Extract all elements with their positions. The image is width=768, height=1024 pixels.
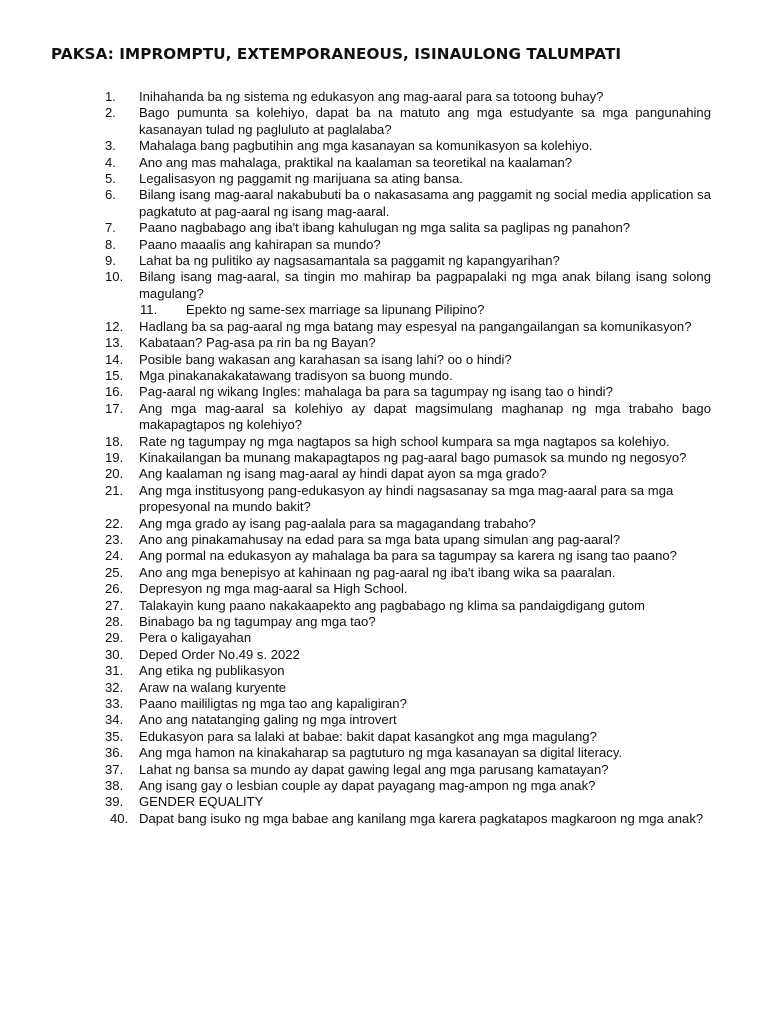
item-text: Pag-aaral ng wikang Ingles: mahalaga ba para sa tagumpay ng isang tao o hindi? (139, 384, 613, 400)
list-item (0, 614, 711, 630)
list-item (0, 663, 711, 679)
item-number: 2. (105, 105, 116, 121)
list-item (0, 434, 711, 450)
item-number: 19. (105, 449, 124, 465)
list-item (0, 598, 711, 614)
list-item (0, 352, 711, 368)
list-item (0, 220, 711, 236)
list-item (0, 335, 711, 351)
item-number: 21. (105, 482, 124, 498)
item-text: Posible bang wakasan ang karahasan sa isang lahi? oo o hindi? (139, 351, 512, 367)
item-number: 32. (105, 679, 124, 695)
item-text: Ang mga grado ay isang pag-aalala para sa magagandang trabaho? (139, 515, 536, 531)
item-number: 20. (105, 466, 124, 482)
item-number: 39. (105, 794, 124, 810)
item-text: Edukasyon para sa lalaki at babae: bakit dapat kasangkot ang mga magulang? (139, 728, 597, 744)
document-title: PAKSA: IMPROMPTU, EXTEMPORANEOUS, ISINAULONG TALUMPATI (51, 45, 622, 63)
item-text: Araw na walang kuryente (139, 679, 287, 695)
item-number: 14. (105, 351, 124, 367)
item-number: 13. (105, 335, 124, 351)
item-number: 37. (105, 761, 124, 777)
item-number: 31. (105, 663, 124, 679)
item-number: 16. (105, 384, 124, 400)
item-text: Ang mga institusyong pang-edukasyon ay hindi nagsasanay sa mga mag-aaral para sa mga propesyonal na mundo bakit? (139, 482, 674, 515)
item-text: Bago pumunta sa kolehiyo, dapat ba na matuto ang mga estudyante sa mga pangunahing kasanayan tulad ng pagluluto at paglalaba? (139, 105, 711, 137)
list-item (0, 516, 711, 532)
list-item (0, 794, 711, 810)
list-item (0, 171, 711, 187)
item-text: Dapat bang isuko ng mga babae ang kanilang mga karera pagkatapos magkaroon ng mga anak? (139, 810, 704, 826)
item-text: Rate ng tagumpay ng mga nagtapos sa high school kumpara sa mga nagtapos sa kolehiyo. (139, 433, 670, 449)
list-item (0, 745, 711, 761)
item-number: 33. (105, 696, 124, 712)
item-text: GENDER EQUALITY (139, 794, 264, 810)
list-item (0, 466, 711, 482)
item-text: Bilang isang mag-aaral, sa tingin mo mahirap ba pagpapalaki ng mga anak bilang isang solong magulang? (139, 269, 711, 301)
item-text: Mahalaga bang pagbutihin ang mga kasanayan sa komunikasyon sa kolehiyo. (139, 138, 593, 154)
list-item (0, 368, 711, 384)
list-item (0, 630, 711, 646)
item-text: Binabago ba ng tagumpay ang mga tao? (139, 614, 376, 629)
item-number: 22. (105, 515, 124, 531)
item-number: 34. (105, 712, 124, 728)
item-text: Epekto ng same-sex marriage sa lipunang Pilipino? (186, 302, 485, 318)
item-text: Inihahanda ba ng sistema ng edukasyon ang mag-aaral para sa totoong buhay? (139, 89, 604, 104)
item-number: 24. (105, 548, 124, 564)
item-text: Ano ang natatanging galing ng mga introvert (139, 712, 397, 728)
list-item (0, 712, 711, 728)
list-item (0, 253, 711, 269)
item-text: Ang kaalaman ng isang mag-aaral ay hindi dapat ayon sa mga grado? (139, 466, 547, 482)
list-item (0, 532, 711, 548)
item-number: 6. (105, 187, 116, 203)
list-item (0, 269, 711, 302)
list-item (0, 729, 711, 745)
item-text: Paano maaalis ang kahirapan sa mundo? (139, 236, 381, 252)
item-number: 5. (105, 171, 116, 187)
item-number: 38. (105, 778, 124, 794)
list-item (0, 155, 711, 171)
list-item (0, 696, 711, 712)
item-text: Pera o kaligayahan (139, 630, 252, 646)
item-number: 10. (105, 269, 124, 285)
item-text: Ano ang mga benepisyo at kahinaan ng pag-aaral ng iba't ibang wika sa paaralan. (139, 564, 616, 580)
item-text: Mga pinakanakakatawang tradisyon sa buong mundo. (139, 367, 453, 383)
item-text: Ang mga mag-aaral sa kolehiyo ay dapat magsimulang maghanap ng mga trabaho bago makapagtapos ng kolehiyo? (139, 400, 711, 433)
list-item (0, 89, 711, 105)
list-item (0, 237, 711, 253)
list-item (0, 401, 711, 434)
item-text: Lahat ba ng pulitiko ay nagsasamantala sa paggamit ng kapangyarihan? (139, 253, 560, 269)
item-text: Hadlang ba sa pag-aaral ng mga batang may espesyal na pangangailangan sa komunikasyon? (139, 318, 692, 334)
item-number: 40. (110, 810, 129, 826)
item-number: 17. (105, 400, 124, 416)
list-item (0, 811, 711, 827)
list-item (0, 581, 711, 597)
item-number: 15. (105, 367, 124, 383)
item-text: Ang pormal na edukasyon ay mahalaga ba para sa tagumpay sa karera ng isang tao paano? (139, 548, 677, 564)
item-number: 28. (105, 614, 124, 629)
item-text: Lahat ng bansa sa mundo ay dapat gawing legal ang mga parusang kamatayan? (139, 761, 609, 777)
item-number: 3. (105, 138, 116, 154)
list-item (0, 762, 711, 778)
item-text: Kabataan? Pag-asa pa rin ba ng Bayan? (139, 335, 376, 351)
list-item (0, 450, 711, 466)
item-number: 8. (105, 236, 116, 252)
topic-list (0, 89, 768, 827)
item-number: 9. (105, 253, 116, 269)
list-item (0, 319, 711, 335)
item-number: 7. (105, 220, 116, 236)
list-item (0, 778, 711, 794)
item-text: Deped Order No.49 s. 2022 (139, 646, 300, 662)
item-number: 12. (105, 318, 124, 334)
item-number: 35. (105, 728, 124, 744)
item-text: Ang mga hamon na kinakaharap sa pagtuturo ng mga kasanayan sa digital literacy. (139, 745, 623, 761)
list-item (0, 647, 711, 663)
item-number: 27. (105, 597, 124, 613)
item-text: Bilang isang mag-aaral nakabubuti ba o nakasasama ang paggamit ng social media application sa pagkatuto at pag-aaral ng isang mag-aaral. (139, 187, 711, 219)
item-text: Depresyon ng mga mag-aaral sa High School. (139, 581, 408, 597)
list-item (0, 384, 711, 400)
item-number: 4. (105, 154, 116, 170)
item-text: Paano maililigtas ng mga tao ang kapaligiran? (139, 696, 407, 712)
list-item (0, 680, 711, 696)
item-number: 1. (105, 89, 116, 104)
list-item (0, 548, 711, 564)
item-text: Ano ang mas mahalaga, praktikal na kaalaman sa teoretikal na kaalaman? (139, 154, 573, 170)
item-number: 25. (105, 564, 124, 580)
item-number: 29. (105, 630, 124, 646)
list-item (0, 138, 711, 154)
item-number: 26. (105, 581, 124, 597)
list-item (0, 187, 711, 220)
item-number: 18. (105, 433, 124, 449)
item-text: Ano ang pinakamahusay na edad para sa mga bata upang simulan ang pag-aaral? (139, 531, 621, 547)
item-text: Ang etika ng publikasyon (139, 663, 285, 679)
list-item (0, 105, 711, 138)
item-number: 30. (105, 646, 124, 662)
item-text: Talakayin kung paano nakakaapekto ang pagbabago ng klima sa pandaigdigang gutom (139, 597, 645, 613)
list-item (0, 483, 711, 516)
item-number: 11. (140, 302, 158, 318)
item-text: Paano nagbabago ang iba't ibang kahulugan ng mga salita sa paglipas ng panahon? (139, 220, 631, 236)
list-item (0, 302, 711, 318)
item-text: Kinakailangan ba munang makapagtapos ng pag-aaral bago pumasok sa mundo ng negosyo? (139, 449, 687, 465)
list-item (0, 565, 711, 581)
item-text: Ang isang gay o lesbian couple ay dapat payagang mag-ampon ng mga anak? (139, 778, 596, 794)
item-text: Legalisasyon ng paggamit ng marijuana sa ating bansa. (139, 171, 463, 187)
item-number: 36. (105, 745, 124, 761)
item-number: 23. (105, 531, 124, 547)
